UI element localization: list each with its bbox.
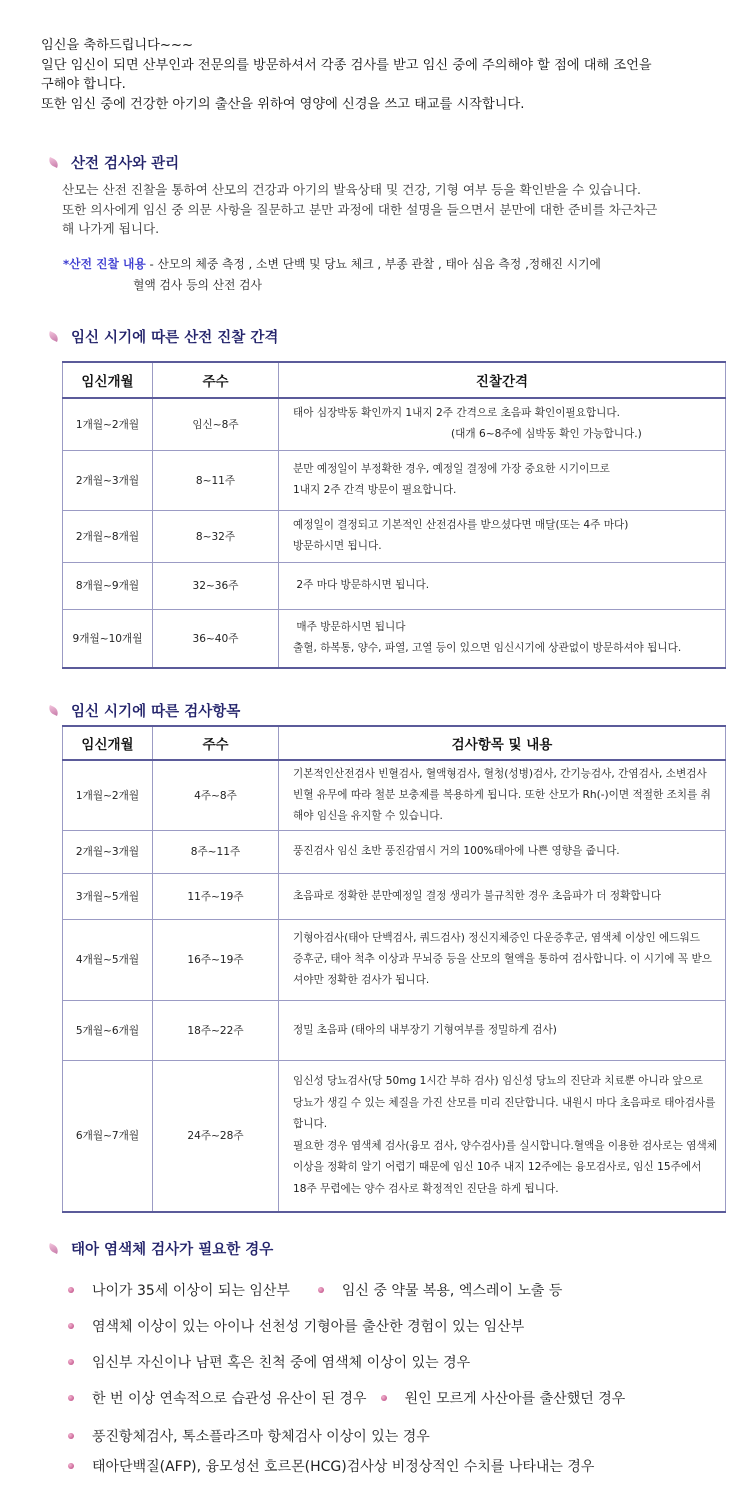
detail-cell: [279, 919, 726, 1000]
detail-line: 해야 임신을 유지할 수 있습니다.: [293, 809, 443, 822]
detail-cell: [279, 873, 726, 919]
list-item-text: 한 번 이상 연속적으로 습관성 유산이 된 경우: [92, 1391, 367, 1407]
detail-line: 예정일이 결정되고 기본적인 산전검사를 받으셨다면 매달(또는 4주 마다): [293, 519, 629, 531]
month-cell: 5개월~6개월: [63, 1000, 153, 1060]
detail-line: (대개 6~8주에 심박동 확인 가능합니다.): [451, 428, 642, 441]
list-item-text: 임신부 자신이나 남편 혹은 친척 중에 염색체 이상이 있는 경우: [92, 1355, 471, 1371]
tests-table: [62, 725, 726, 1213]
detail-line: 2주 마다 방문하시면 됩니다.: [293, 579, 430, 591]
table-row: [63, 609, 726, 668]
weeks-cell: 8주~11주: [153, 830, 279, 873]
intro-line: 또한 임신 중에 건강한 아기의 출산을 위하여 영양에 신경을 쓰고 태교를 시작합니다.: [41, 96, 525, 112]
table-row: [63, 562, 726, 609]
checkup-line: - 산모의 체중 측정 , 소변 단백 및 당뇨 체크 , 부종 관찰 , 태아 심음 측정 ,정해진 시기에: [145, 257, 601, 271]
detail-line: 임신성 당뇨검사(당 50mg 1시간 부하 검사) 임신성 당뇨의 진단과 치료뿐 아니라 앞으로: [293, 1075, 704, 1088]
section-title-text: 임신 시기에 따른 산전 진찰 간격: [71, 330, 279, 346]
column-header: 검사항목 및 내용: [279, 726, 726, 760]
section-title-text: 임신 시기에 따른 검사항목: [71, 704, 241, 720]
detail-line: 초음파로 정확한 분만예정일 결정 생리가 불규칙한 경우 초음파가 더 정확합니다: [293, 889, 662, 902]
month-cell: 9개월~10개월: [63, 609, 153, 668]
detail-line: 방문하시면 됩니다.: [293, 540, 382, 552]
column-header: 주수: [153, 726, 279, 760]
pink-dot-icon: [68, 1359, 74, 1365]
list-item-text: 염색체 이상이 있는 아이나 선천성 기형아를 출산한 경험이 있는 임산부: [92, 1319, 525, 1335]
detail-line: 분만 예정일이 부정확한 경우, 예정일 결정에 가장 중요한 시기이므로: [293, 463, 610, 475]
pink-dot-icon: [318, 1287, 324, 1293]
petal-bullet-icon: [48, 158, 61, 168]
table-row: [63, 919, 726, 1000]
pink-dot-icon: [68, 1395, 74, 1401]
section-title-text: 산전 검사와 관리: [71, 156, 180, 172]
section-title-prenatal: [48, 152, 179, 173]
detail-line: 당뇨가 생길 수 있는 체질을 가진 산모를 미리 진단합니다. 내원시 마다 초음파로 태아검사를: [293, 1096, 716, 1109]
detail-cell: [279, 760, 726, 830]
list-item-text: 풍진항체검사, 톡소플라즈마 항체검사 이상이 있는 경우: [92, 1429, 430, 1445]
petal-bullet-icon: [48, 332, 61, 342]
section-title-text: 태아 염색체 검사가 필요한 경우: [71, 1242, 274, 1258]
detail-line: 합니다.: [293, 1118, 328, 1131]
intro-line: 구해야 합니다.: [41, 77, 126, 92]
detail-line: 18주 무렵에는 양수 검사로 확정적인 진단을 하게 됩니다.: [293, 1182, 559, 1195]
detail-cell: [279, 562, 726, 609]
interval-table: [62, 361, 726, 669]
weeks-cell: 11주~19주: [153, 873, 279, 919]
month-cell: 1개월~2개월: [63, 760, 153, 830]
month-cell: 2개월~3개월: [63, 830, 153, 873]
weeks-cell: 24주~28주: [153, 1060, 279, 1212]
detail-cell: [279, 510, 726, 562]
month-cell: 2개월~3개월: [63, 450, 153, 510]
detail-line: 빈혈 유무에 따라 철분 보충제를 복용하게 됩니다. 또한 산모가 Rh(-)이면 적절한 조치를 취: [293, 788, 711, 801]
column-header: 진찰간격: [279, 362, 726, 398]
weeks-cell: 36~40주: [153, 609, 279, 668]
month-cell: 6개월~7개월: [63, 1060, 153, 1212]
list-item-text: 나이가 35세 이상이 되는 임산부: [92, 1283, 290, 1299]
checkup-label: *산전 진찰 내용: [63, 257, 146, 271]
intro-line: 일단 임신이 되면 산부인과 전문의를 방문하셔서 각종 검사를 받고 임신 중에 주의해야 할 점에 대해 조언을: [41, 57, 652, 73]
description-line: 또한 의사에게 임신 중 의문 사항을 질문하고 분만 과정에 대한 설명을 들으면서 분만에 대한 준비를 차근차근: [62, 201, 658, 217]
weeks-cell: 16주~19주: [153, 919, 279, 1000]
detail-line: 태아 심장박동 확인까지 1내지 2주 간격으로 초음파 확인이필요합니다.: [293, 407, 620, 420]
prenatal-description: [62, 180, 727, 239]
list-item: [68, 1280, 562, 1300]
detail-line: 셔야만 정확한 검사가 됩니다.: [293, 974, 430, 986]
weeks-cell: 8~11주: [153, 450, 279, 510]
weeks-cell: 18주~22주: [153, 1000, 279, 1060]
detail-cell: [279, 1060, 726, 1212]
detail-line: 기본적인산전검사 빈혈검사, 혈액형검사, 혈청(성병)검사, 간기능검사, 간염검사, 소변검사: [293, 767, 707, 780]
table-row: [63, 1000, 726, 1060]
detail-line: 증후군, 태아 척추 이상과 무뇌증 등을 산모의 혈액을 통하여 검사합니다. 이 시기에 꼭 받으: [293, 953, 712, 965]
table-row: [63, 760, 726, 830]
intro-line: 임신을 축하드립니다~~~: [41, 38, 193, 53]
table-header-row: [63, 362, 726, 398]
list-item-text: 임신 중 약물 복용, 엑스레이 노출 등: [341, 1283, 563, 1299]
list-item: [68, 1316, 524, 1336]
table-row: [63, 830, 726, 873]
detail-line: 1내지 2주 간격 방문이 필요합니다.: [293, 484, 457, 496]
detail-line: 기형아검사(태아 단백검사, 쿼드검사) 정신지체증인 다운증후군, 염색체 이상인 에드워드: [293, 932, 700, 944]
section-title-interval: [48, 326, 278, 347]
weeks-cell: 32~36주: [153, 562, 279, 609]
month-cell: 3개월~5개월: [63, 873, 153, 919]
month-cell: 8개월~9개월: [63, 562, 153, 609]
table-row: [63, 510, 726, 562]
detail-line: 매주 방문하시면 됩니다: [293, 621, 406, 634]
table-row: [63, 873, 726, 919]
section-title-chromosome: [48, 1238, 273, 1259]
pink-dot-icon: [381, 1395, 387, 1401]
weeks-cell: 임신~8주: [153, 398, 279, 450]
list-item-text: 태아단백질(AFP), 융모성선 호르몬(HCG)검사상 비정상적인 수치를 나타내는 경우: [92, 1459, 595, 1475]
table-row: [63, 450, 726, 510]
detail-line: 이상을 정확히 알기 어렵기 때문에 임신 10주 내지 12주에는 융모검사로, 임신 15주에서: [293, 1161, 702, 1174]
section-title-tests: [48, 700, 240, 721]
list-item: [68, 1388, 625, 1408]
detail-line: 정밀 초음파 (태아의 내부장기 기형여부를 정밀하게 검사): [293, 1023, 557, 1036]
column-header: 임신개월: [63, 362, 153, 398]
list-item: [68, 1352, 470, 1372]
month-cell: 4개월~5개월: [63, 919, 153, 1000]
pink-dot-icon: [68, 1323, 74, 1329]
weeks-cell: 4주~8주: [153, 760, 279, 830]
checkup-line: 혈액 검사 등의 산전 검사: [133, 278, 262, 292]
checkup-contents: [63, 254, 601, 296]
pink-dot-icon: [68, 1433, 74, 1439]
list-item-text: 원인 모르게 사산아를 출산했던 경우: [404, 1391, 626, 1407]
intro-text: [41, 36, 721, 114]
detail-line: 풍진검사 임신 초반 풍진감염시 거의 100%태아에 나쁜 영향을 줍니다.: [293, 845, 620, 857]
detail-cell: [279, 830, 726, 873]
pink-dot-icon: [68, 1287, 74, 1293]
list-item: [68, 1426, 430, 1446]
description-line: 해 나가게 됩니다.: [62, 221, 160, 236]
petal-bullet-icon: [48, 706, 61, 716]
petal-bullet-icon: [48, 1244, 61, 1254]
detail-line: 출혈, 하복통, 양수, 파열, 고열 등이 있으면 임신시기에 상관없이 방문하셔야 됩니다.: [293, 642, 682, 655]
column-header: 임신개월: [63, 726, 153, 760]
detail-cell: [279, 609, 726, 668]
detail-line: 필요한 경우 염색체 검사(융모 검사, 양수검사)를 실시합니다.혈액을 이용한 검사로는 염색체: [293, 1139, 717, 1152]
column-header: 주수: [153, 362, 279, 398]
detail-cell: [279, 398, 726, 450]
list-item: [68, 1456, 594, 1476]
table-row: [63, 1060, 726, 1212]
description-line: 산모는 산전 진찰을 통하여 산모의 건강과 아기의 발육상태 및 건강, 기형 여부 등을 확인받을 수 있습니다.: [62, 182, 642, 197]
table-header-row: [63, 726, 726, 760]
detail-cell: [279, 450, 726, 510]
pink-dot-icon: [68, 1463, 74, 1469]
month-cell: 1개월~2개월: [63, 398, 153, 450]
month-cell: 2개월~8개월: [63, 510, 153, 562]
weeks-cell: 8~32주: [153, 510, 279, 562]
detail-cell: [279, 1000, 726, 1060]
table-row: [63, 398, 726, 450]
